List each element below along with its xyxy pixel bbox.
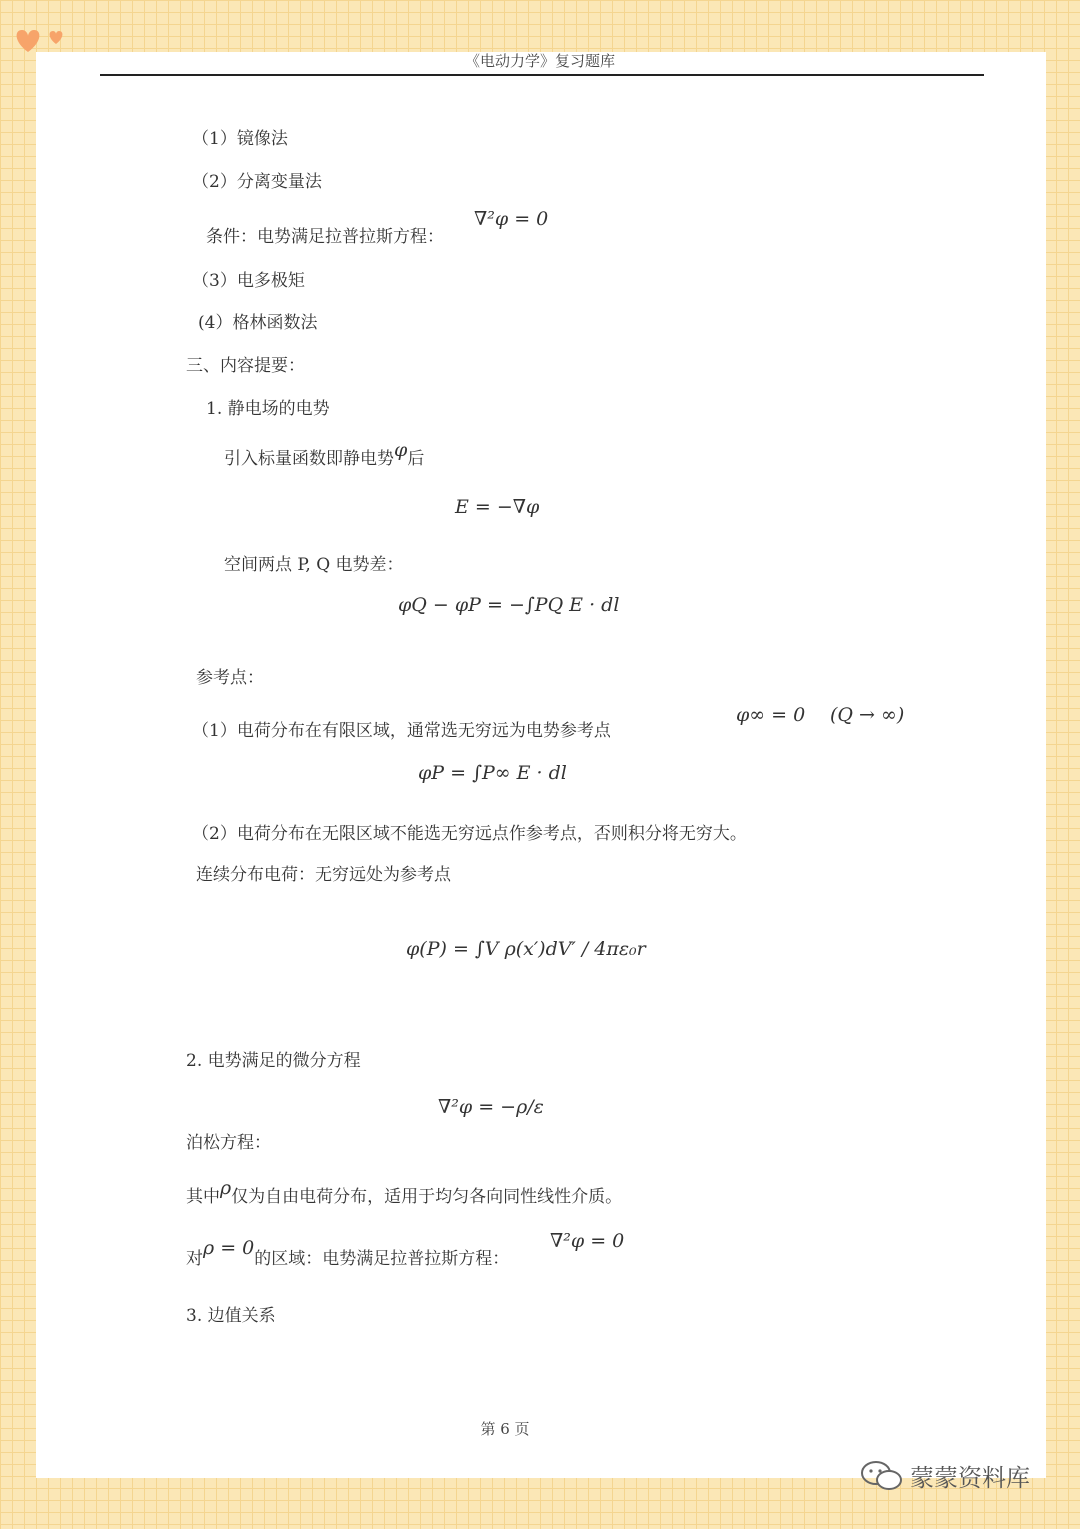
rho-zero: ρ = 0 — [203, 1237, 255, 1259]
intro-text-before: 引入标量函数即静电势 — [224, 449, 394, 469]
zero-charge-dui: 对 — [186, 1249, 203, 1269]
method-separation: （2）分离变量法 — [192, 172, 322, 192]
zero-charge-region: 的区域：电势满足拉普拉斯方程： — [254, 1249, 510, 1269]
rho-explanation-before: 其中 — [186, 1187, 220, 1207]
subsection-three-title: 3. 边值关系 — [186, 1306, 276, 1326]
method-multipole: （3）电多极矩 — [192, 271, 305, 291]
phi-symbol: φ — [394, 439, 408, 461]
subsection-one-title: 1. 静电场的电势 — [206, 399, 330, 419]
rho-explanation-after: 仅为自由电荷分布，适用于均匀各向同性线性介质。 — [231, 1187, 623, 1207]
method-green: (4）格林函数法 — [198, 313, 318, 333]
continuous-charge-text: 连续分布电荷：无穷远处为参考点 — [196, 865, 451, 885]
zero-charge-region-text — [186, 1237, 510, 1269]
reference-case-one: （1）电荷分布在有限区域，通常选无穷远为电势参考点 — [192, 721, 611, 741]
intro-text-after: 后 — [407, 449, 425, 469]
potential-difference-text: 空间两点 P, Q 电势差： — [224, 555, 404, 575]
poisson-label: 泊松方程： — [186, 1133, 271, 1153]
method-image: （1）镜像法 — [192, 129, 288, 149]
phi-p-equation: φP = ∫P∞ E · dl — [418, 762, 567, 784]
poisson-equation: ∇²φ = −ρ/ε — [438, 1096, 544, 1118]
q-to-infinity: (Q → ∞) — [830, 704, 905, 726]
wechat-icon — [860, 1459, 904, 1493]
intro-text — [224, 439, 425, 469]
potential-difference-equation: φQ − φP = −∫PQ E · dl — [398, 594, 620, 616]
efield-equation: E = −∇φ — [455, 496, 540, 518]
condition-text: 条件：电势满足拉普拉斯方程： — [206, 227, 444, 247]
rho-symbol: ρ — [220, 1177, 232, 1199]
watermark-text: 蒙蒙资料库 — [910, 1464, 1030, 1492]
page-number: 第 6 页 — [480, 1420, 530, 1438]
header-title: 《电动力学》复习题库 — [464, 52, 615, 70]
laplace-equation-two: ∇²φ = 0 — [550, 1230, 625, 1252]
continuous-charge-equation: φ(P) = ∫V ρ(x′)dV′ / 4πε₀r — [406, 938, 646, 960]
rho-explanation — [186, 1177, 623, 1207]
laplace-equation: ∇²φ = 0 — [474, 208, 549, 230]
watermark — [860, 1458, 1030, 1493]
reference-case-two: （2）电荷分布在无限区域不能选无穷远点作参考点，否则积分将无穷大。 — [192, 824, 747, 844]
header-rule — [100, 74, 984, 76]
subsection-two-title: 2. 电势满足的微分方程 — [186, 1051, 361, 1071]
section-three-title: 三、内容提要： — [186, 356, 305, 376]
reference-point-label: 参考点： — [196, 668, 264, 688]
phi-infinity-equation: φ∞ = 0 — [736, 704, 806, 726]
